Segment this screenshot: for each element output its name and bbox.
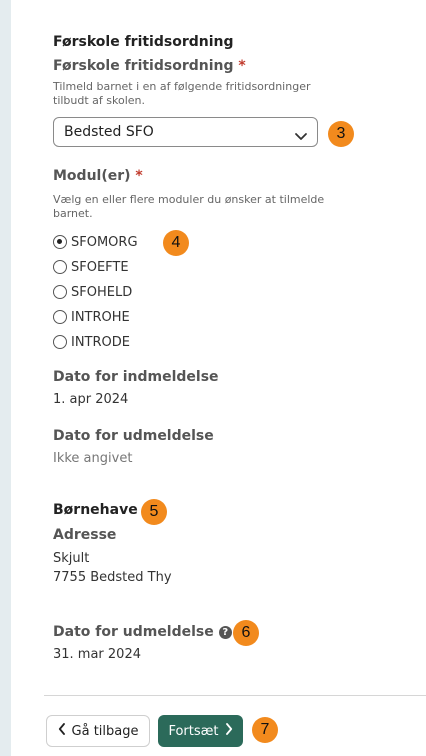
address-label: Adresse bbox=[53, 527, 117, 543]
fritid-select[interactable] bbox=[53, 117, 318, 147]
modules-help-text: Vælg en eller flere moduler du ønsker at tilmelde barnet. bbox=[53, 193, 325, 220]
radio-button[interactable] bbox=[53, 335, 67, 349]
required-mark: * bbox=[135, 168, 143, 184]
back-button[interactable] bbox=[46, 715, 150, 747]
annotation-badge-4: 4 bbox=[163, 230, 189, 256]
back-button-label: Gå tilbage bbox=[71, 723, 139, 739]
modules-label: Modul(er) * bbox=[53, 168, 143, 184]
module-option-label: INTRODE bbox=[71, 334, 130, 350]
fritid-field-label: Førskole fritidsordning * bbox=[53, 58, 246, 74]
info-icon[interactable]: ? bbox=[219, 626, 232, 639]
address-line-1: Skjult bbox=[53, 551, 90, 566]
module-option-label: INTROHE bbox=[71, 309, 130, 325]
continue-button[interactable] bbox=[158, 715, 243, 747]
module-option[interactable] bbox=[53, 332, 130, 352]
chevron-right-icon bbox=[225, 723, 233, 739]
module-option[interactable] bbox=[53, 257, 129, 277]
fritid-help-text: Tilmeld barnet i en af følgende fritidsordninger tilbudt af skolen. bbox=[53, 80, 311, 107]
module-option-label: SFOMORG bbox=[71, 234, 138, 250]
continue-button-label: Fortsæt bbox=[168, 723, 219, 739]
annotation-badge-7: 7 bbox=[252, 717, 278, 743]
section-title-fritid: Førskole fritidsordning bbox=[53, 34, 234, 50]
fritid-select-value: Bedsted SFO bbox=[64, 124, 154, 140]
radio-button[interactable] bbox=[53, 310, 67, 324]
annotation-badge-6: 6 bbox=[233, 620, 259, 646]
chevron-down-icon bbox=[294, 127, 308, 146]
unenroll-date-label: Dato for udmeldelse bbox=[53, 428, 214, 444]
radio-button[interactable] bbox=[53, 285, 67, 299]
address-line-2: 7755 Bedsted Thy bbox=[53, 570, 172, 585]
module-option[interactable] bbox=[53, 282, 132, 302]
annotation-badge-5: 5 bbox=[141, 499, 167, 525]
module-option-label: SFOEFTE bbox=[71, 259, 129, 275]
kg-unenroll-value: 31. mar 2024 bbox=[53, 647, 141, 662]
annotation-badge-3: 3 bbox=[328, 121, 354, 147]
required-mark: * bbox=[238, 58, 246, 74]
radio-button[interactable] bbox=[53, 260, 67, 274]
module-option[interactable] bbox=[53, 232, 138, 252]
chevron-left-icon bbox=[58, 723, 66, 739]
unenroll-date-value: Ikke angivet bbox=[53, 451, 133, 466]
module-option-label: SFOHELD bbox=[71, 284, 133, 300]
left-edge-strip bbox=[0, 0, 11, 756]
kg-unenroll-label: Dato for udmeldelse ? bbox=[53, 624, 232, 640]
enroll-date-value: 1. apr 2024 bbox=[53, 392, 129, 407]
radio-button-checked[interactable] bbox=[53, 235, 67, 249]
enroll-date-label: Dato for indmeldelse bbox=[53, 369, 219, 385]
kindergarten-title: Børnehave bbox=[53, 502, 138, 518]
footer-divider bbox=[44, 695, 426, 696]
module-option[interactable] bbox=[53, 307, 130, 327]
